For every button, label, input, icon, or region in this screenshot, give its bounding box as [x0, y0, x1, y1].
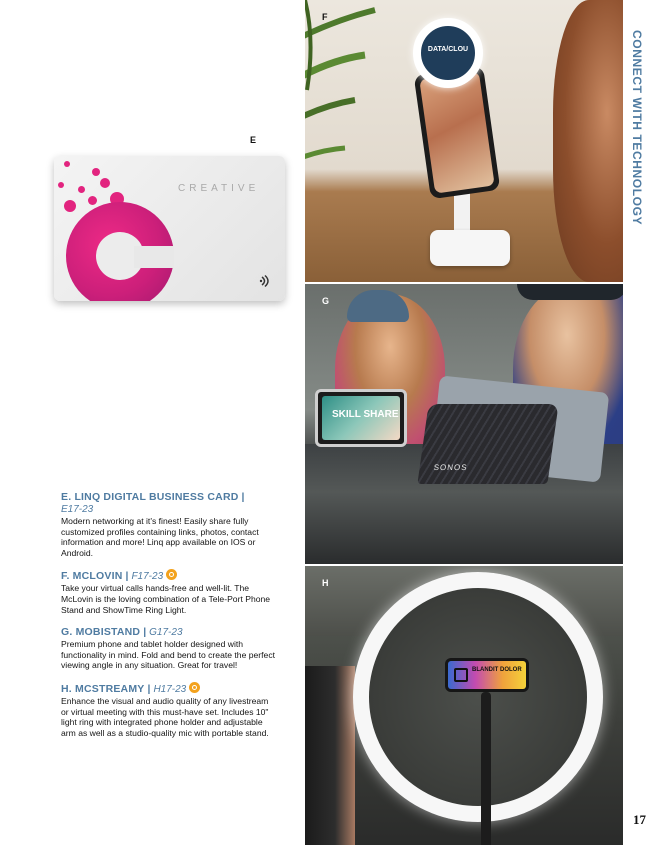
product-code: H17-23 — [153, 683, 187, 695]
cap-right — [517, 284, 623, 300]
phone-screen-text: BLANDIT DOLOR — [472, 667, 522, 673]
section-title: CONNECT WITH TECHNOLOGY — [630, 30, 644, 226]
page-number: 17 — [633, 812, 646, 827]
product-name: F. MCLOVIN — [61, 570, 123, 583]
product-description: Premium phone and tablet holder designed with functionality in mind. Fold and bend to create the perfect viewing angle in any situation. Great for travel! — [61, 639, 276, 671]
product-name: G. MOBISTAND — [61, 626, 141, 639]
product-photo-g — [305, 284, 623, 564]
product-g: G. MOBISTAND | G17-23 Premium phone and tablet holder designed with functionality in mind. Fold and bend to create the perfect viewing angle in any situation. Great for travel! — [61, 626, 276, 671]
photo-label-g: G — [322, 296, 330, 306]
product-photo-f — [305, 0, 623, 282]
ringlight-logo: DATA/CLOU — [427, 46, 469, 53]
ring-light — [413, 18, 483, 88]
product-code: E17-23 — [61, 504, 94, 515]
product-name: H. MCSTREAMY — [61, 682, 145, 695]
brand-logo-icon — [454, 668, 468, 682]
product-name: E. LINQ DIGITAL BUSINESS CARD — [61, 491, 239, 503]
mobistand-holder — [417, 404, 558, 484]
photo-label-h: H — [322, 578, 329, 588]
phone-screen-selfie — [419, 71, 494, 193]
product-e: E. LINQ DIGITAL BUSINESS CARD | E17-23 Modern networking at it's finest! Easily share fully customized profiles containing links, photos, contact information and more! Linq app available on IOS or Android. — [61, 491, 276, 558]
phone-in-holder — [445, 658, 529, 692]
product-description: Enhance the visual and audio quality of any livestream or virtual meeting with this must-have set. Includes 10" light ring with integrated phone holder and adjustable arm as well as a studio-quality mic with portable stand. — [61, 695, 269, 738]
ring-light — [353, 572, 603, 822]
product-code: G17-23 — [149, 627, 183, 639]
product-list — [61, 491, 276, 749]
person-silhouette — [553, 0, 623, 282]
tablet-screen-text: SKILL SHARE — [332, 409, 399, 420]
eco-badge-icon — [189, 682, 200, 693]
card-wordmark: CREATIVE — [178, 183, 260, 194]
stand-brand: SONOS — [433, 463, 469, 472]
hand-holding-phone — [305, 666, 355, 845]
product-code: F17-23 — [131, 571, 164, 583]
phone-stand — [430, 190, 510, 268]
product-h: H. MCSTREAMY | H17-23 Enhance the visual and audio quality of any livestream or virtual meeting with this must-have set. Includes 10" light ring with integrated phone holder and adjustable arm as well as a studio-quality mic with portable stand. — [61, 682, 276, 738]
product-f: F. MCLOVIN | F17-23 Take your virtual calls hands-free and well-lit. The McLovin is the loving combination of a Tele-Port Phone Stand and ShowTime Ring Light. — [61, 569, 276, 615]
photo-label-e: E — [250, 135, 257, 145]
product-photo-h — [305, 566, 623, 845]
nfc-icon — [259, 274, 273, 288]
tablet-left — [315, 389, 407, 447]
plant-leaves — [305, 0, 385, 220]
linq-business-card — [54, 156, 285, 301]
photo-label-f: F — [322, 12, 328, 22]
product-description: Modern networking at it's finest! Easily share fully customized profiles containing links, photos, contact information and more! Linq app available on IOS or Android. — [61, 516, 259, 558]
product-description: Take your virtual calls hands-free and well-lit. The McLovin is the loving combination of a Tele-Port Phone Stand and ShowTime Ring Light. — [61, 583, 271, 615]
gooseneck-arm — [481, 692, 491, 845]
eco-badge-icon — [166, 569, 177, 580]
